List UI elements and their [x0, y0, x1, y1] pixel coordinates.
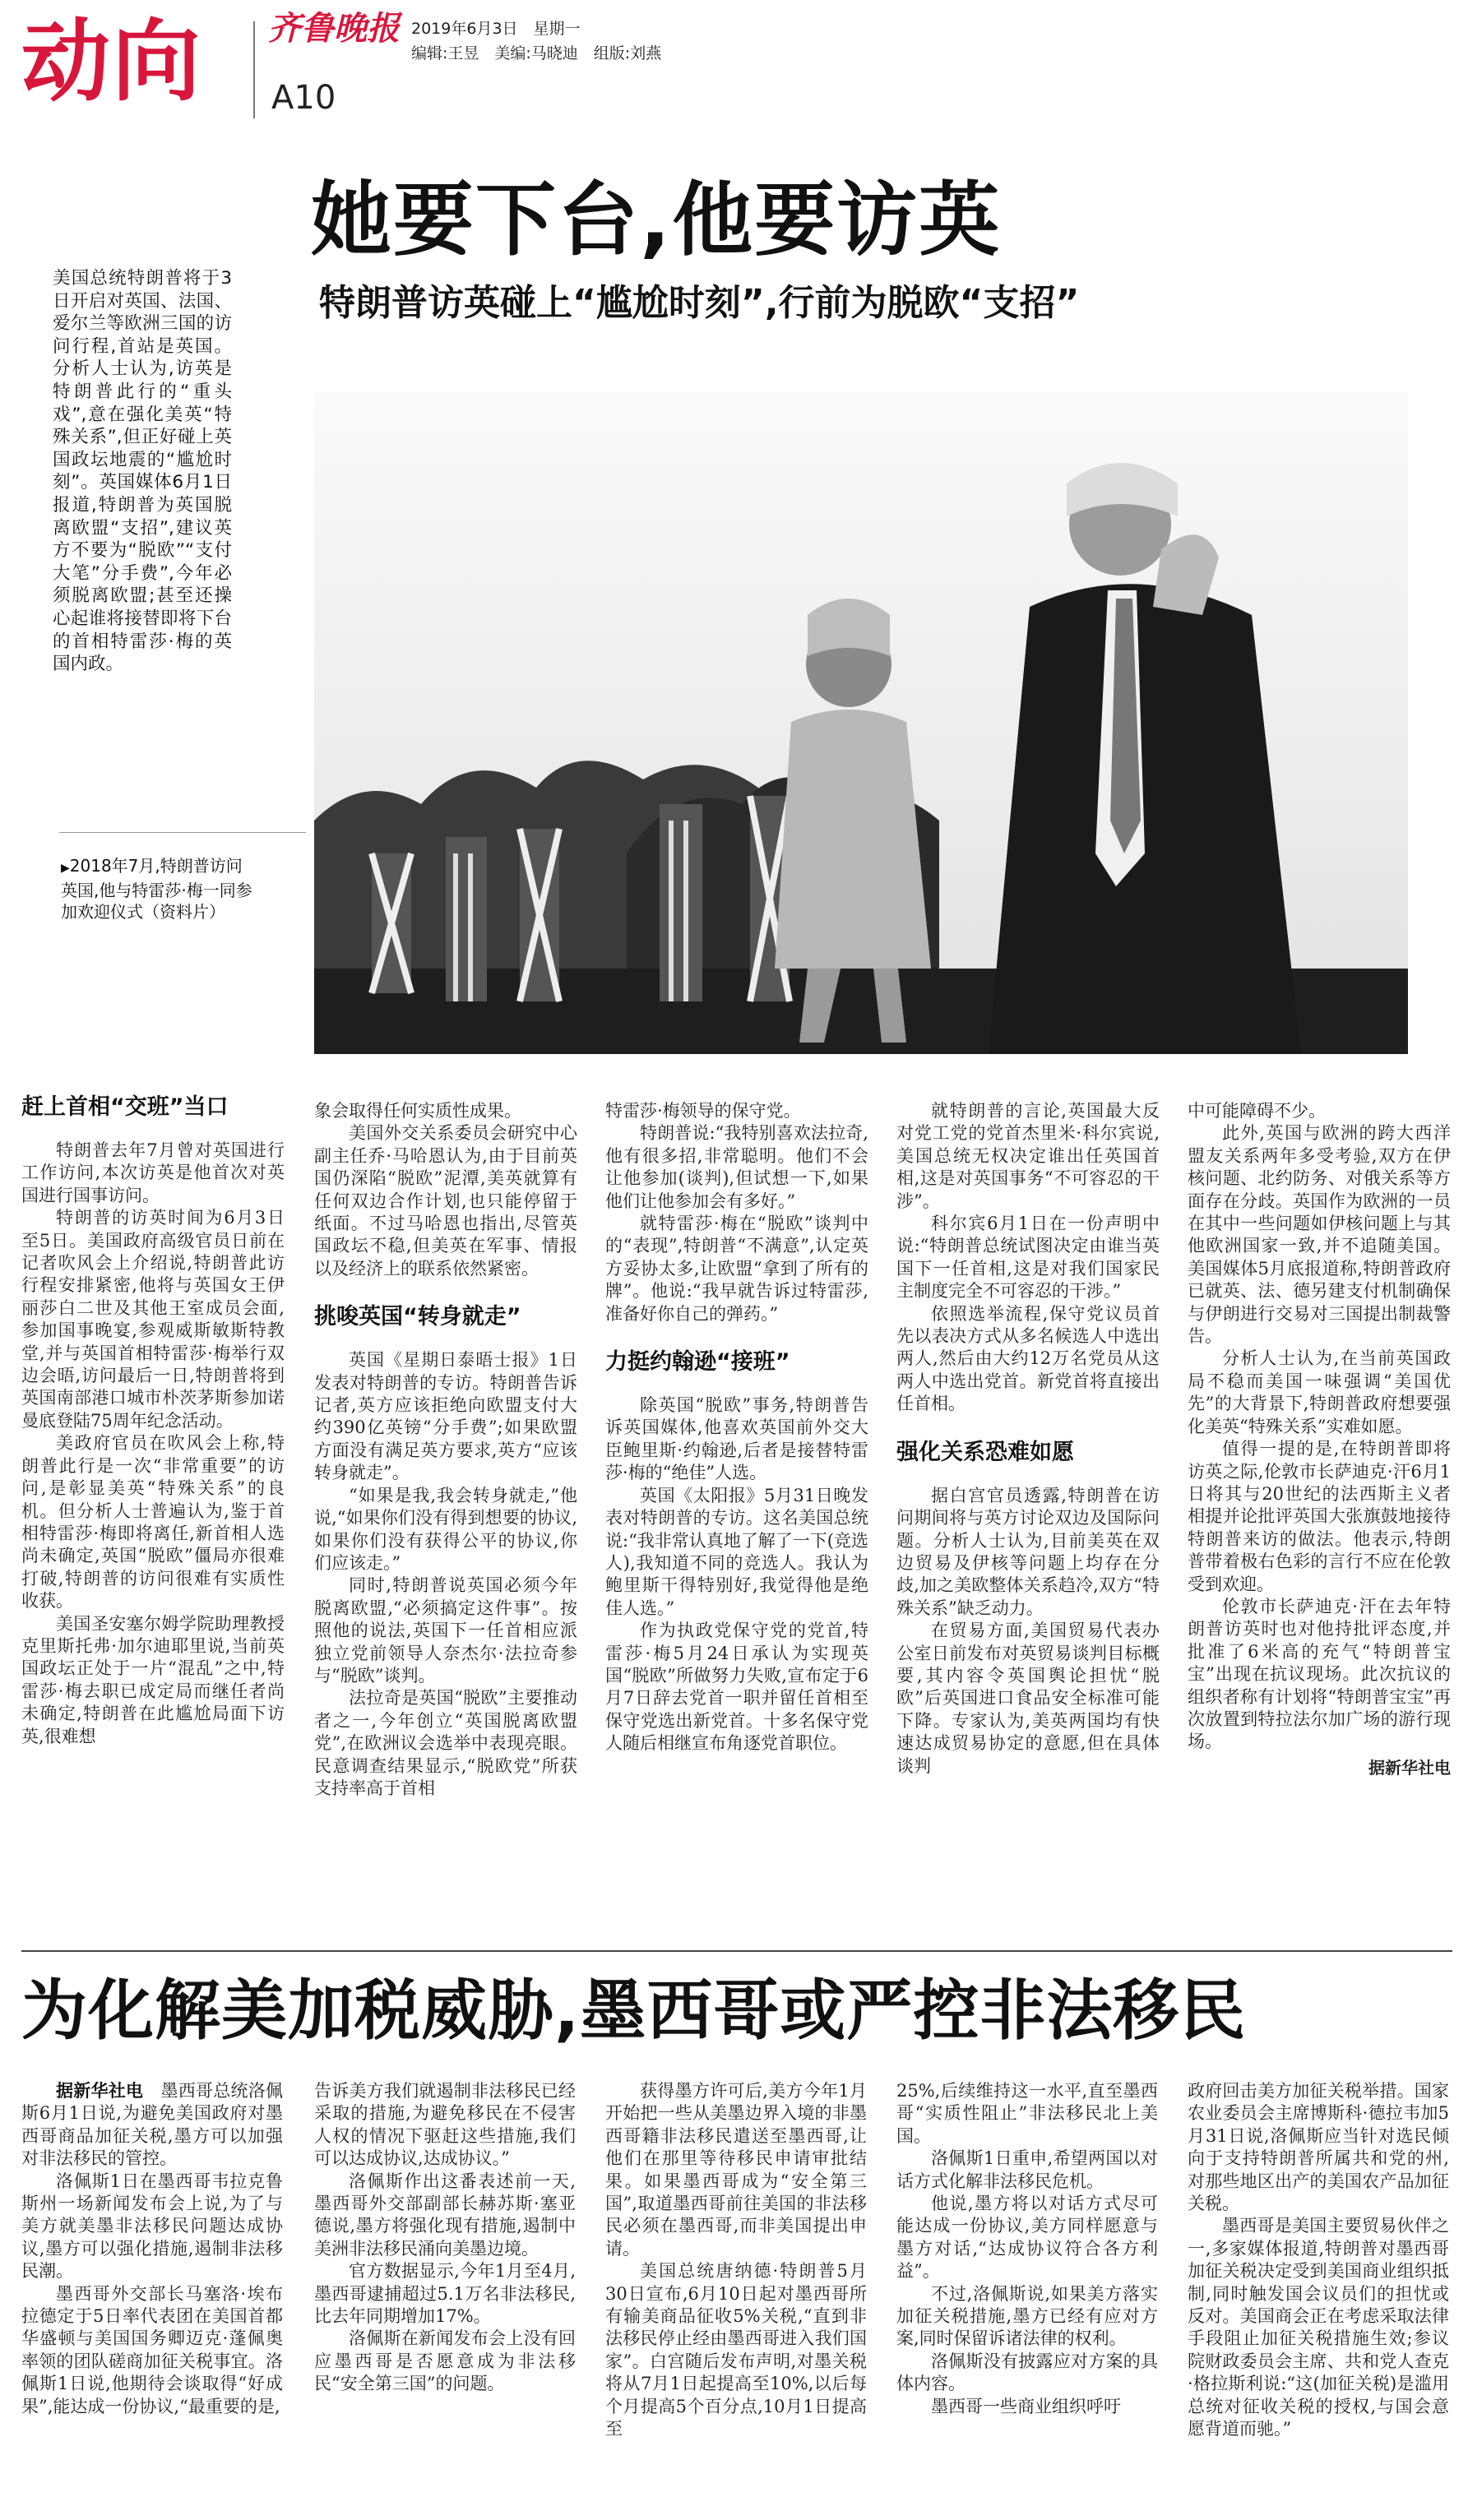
- photo-caption-text: 2018年7月,特朗普访问英国,他与特雷莎·梅一同参加欢迎仪式（资料片）: [61, 856, 252, 922]
- story1-column-3: [605, 1100, 868, 1755]
- story1-column-1: [21, 1094, 285, 1748]
- section-heading: 赶上首相“交班”当口: [21, 1094, 229, 1120]
- paragraph: 洛佩斯1日在墨西哥韦拉克鲁斯州一场新闻发布会上说,为了与美方就美墨非法移民问题达成协议,墨方可以强化措施,遏制非法移民潮。: [21, 2171, 283, 2282]
- paragraph: 象会取得任何实质性成果。: [314, 1101, 521, 1121]
- section-heading: 强化关系恐难如愿: [896, 1439, 1074, 1465]
- source-signature: 据新华社电: [1368, 1757, 1451, 1778]
- paragraph: 法拉奇是英国“脱欧”主要推动者之一,今年创立“英国脱离欧盟党”,在欧洲议会选举中表现亮眼。民意调查结果显示,“脱欧党”所获支持率高于首相: [314, 1688, 577, 1798]
- editors-credit: 编辑:王昱 美编:马晓迪 组版:刘燕: [411, 44, 662, 62]
- story2-column-3: [605, 2080, 867, 2441]
- paragraph: 他说,墨方将以对话方式尽可能达成一份协议,美方同样愿意与墨方对话,“达成协议符合各方利益”。: [896, 2194, 1158, 2282]
- paragraph: 据白宫官员透露,特朗普在访问期间将与英方讨论双边及国际问题。分析人士认为,目前美英在双边贸易及伊核等问题上均存在分歧,加之美欧整体关系趋冷,双方“特殊关系”缺乏动力。: [896, 1485, 1160, 1618]
- story1-column-4: [896, 1100, 1160, 1778]
- story2-column-2: [314, 2080, 576, 2396]
- photo-caption: [61, 855, 258, 923]
- paragraph: 美政府官员在吹风会上称,特朗普此行是一次“非常重要”的访问,是彰显美英“特殊关系”的良机。但分析人士普遍认为,鉴于首相特雷莎·梅即将离任,新首相人选尚未确定,英国“脱欧”僵局亦很难打破,特朗普的访问很难有实质性收获。: [21, 1433, 285, 1611]
- paragraph: 英国《太阳报》5月31日晚发表对特朗普的专访。这名美国总统说:“我非常认真地了解了一下(竞选人),我知道不同的竞选人。我认为鲍里斯干得特别好,我觉得他是绝佳人选。”: [605, 1485, 869, 1618]
- paragraph: 洛佩斯在新闻发布会上没有回应墨西哥是否愿意成为非法移民“安全第三国”的问题。: [314, 2328, 576, 2394]
- paragraph: 作为执政党保守党的党首,特雷莎·梅5月24日承认为实现英国“脱欧”所做努力失败,宣布定于6月7日辞去党首一职并留任首相至保守党选出新党首。十多名保守党人随后相继宣布角逐党首职位。: [605, 1621, 868, 1754]
- paragraph: 此外,英国与欧洲的跨大西洋盟友关系两年多受考验,双方在伊核问题、北约防务、对俄关系等方面存在分歧。英国作为欧洲的一员在其中一些问题如伊核问题上与其他欧洲国家一致,并不追随美国。美国媒体5月底报道称,特朗普政府已就英、法、德另建支付机制确保与伊朗进行交易对三国提出制裁警告。: [1188, 1123, 1451, 1347]
- story1-lead: 美国总统特朗普将于3日开启对英国、法国、爱尔兰等欧洲三国的访问行程,首站是英国。分析人士认为,访英是特朗普此行的“重头戏”,意在强化美英“特殊关系”,但正好碰上英国政坛地震的“尴尬时刻”。英国媒体6月1日报道,特朗普为英国脱离欧盟“支招”,建议英方不要为“脱欧”“支付大笔”分手费”,今年必须脱离欧盟;甚至还操心起谁将接替即将下台的首相特雷莎·梅的英国内政。: [53, 268, 232, 675]
- paragraph: 官方数据显示,今年1月至4月,墨西哥逮捕超过5.1万名非法移民,比去年同期增加17%。: [314, 2261, 576, 2327]
- paragraph: 同时,特朗普说英国必须今年脱离欧盟,“必须搞定这件事”。按照他的说法,英国下一任首相应派独立党前领导人奈杰尔·法拉奇参与“脱欧”谈判。: [314, 1575, 577, 1685]
- issue-date: 2019年6月3日 星期一: [411, 20, 581, 38]
- story2-headline: 为化解美加税威胁,墨西哥或严控非法移民: [21, 1972, 1247, 2049]
- story1-column-5: [1188, 1100, 1451, 1779]
- paragraph: “如果是我,我会转身就走,”他说,“如果你们没有得到想要的协议,如果你们没有获得公平的协议,你们应该走。”: [314, 1485, 577, 1573]
- paragraph: 特朗普去年7月曾对英国进行工作访问,本次访英是他首次对英国进行国事访问。: [21, 1140, 285, 1205]
- paragraph: 墨西哥总统洛佩斯6月1日说,为避免美国政府对墨西哥商品加征关税,墨方可以加强对非法移民的管控。: [21, 2081, 283, 2169]
- news-photo: [314, 393, 1408, 1054]
- paragraph: 政府回击美方加征关税举措。国家农业委员会主席博斯科·德拉韦加5月31日说,洛佩斯应当针对选民倾向于支持特朗普所属共和党的州,对那些地区出产的美国农产品加征关税。: [1188, 2081, 1449, 2214]
- section-title: 动向: [21, 11, 203, 113]
- paragraph: 特朗普说:“我特别喜欢法拉奇,他有很多招,非常聪明。他们不会让他参加(谈判),但试想一下,如果他们让他参加会有多好。”: [605, 1123, 868, 1211]
- caption-marker: ▶: [61, 862, 70, 875]
- caption-divider: [59, 832, 306, 833]
- paragraph: 就特朗普的言论,英国最大反对党工党的党首杰里米·科尔宾说,美国总统无权决定谁出任英国首相,这是对英国事务“不可容忍的干涉”。: [896, 1101, 1160, 1211]
- paragraph: 洛佩斯作出这番表述前一天,墨西哥外交部副部长赫苏斯·塞亚德说,墨方将强化现有措施,遏制中美洲非法移民涌向美墨边境。: [314, 2171, 576, 2259]
- paragraph: 洛佩斯1日重申,希望两国以对话方式化解非法移民危机。: [896, 2148, 1158, 2191]
- paragraph: 特朗普的访英时间为6月3日至5日。美国政府高级官员日前在记者吹风会上介绍说,特朗普此访行程安排紧密,他将与英国女王伊丽莎白二世及其他王室成员会面,参加国事晚宴,参观威斯敏斯特教堂,并与英国首相特雷莎·梅举行双边会晤,访问最后一日,特朗普将到英国南部港口城市朴茨茅斯参加诺曼底登陆75周年纪念活动。: [21, 1208, 285, 1431]
- story2-column-1: [21, 2080, 283, 2418]
- photo-illustration: [314, 393, 1408, 1054]
- paragraph: 伦敦市长萨迪克·汗在去年特朗普访英时也对他持批评态度,并批准了6米高的充气“特朗普宝宝”出现在抗议现场。此次抗议的组织者称有计划将“特朗普宝宝”再次放置到特拉法尔加广场的游行现场。: [1188, 1596, 1451, 1752]
- dateline: 据新华社电: [56, 2081, 144, 2101]
- paragraph: 美国圣安塞尔姆学院助理教授克里斯托弗·加尔迪耶里说,当前英国政坛正处于一片“混乱”之中,特雷莎·梅去职已成定局而继任者尚未确定,特朗普在此尴尬局面下访英,很难想: [21, 1613, 285, 1746]
- story1-column-2: [314, 1100, 577, 1800]
- story-divider: [21, 1950, 1452, 1952]
- paragraph: 中可能障碍不少。: [1188, 1101, 1326, 1121]
- paragraph: 美国外交关系委员会研究中心副主任乔·马哈恩认为,由于目前英国仍深陷“脱欧”泥潭,美英就算有任何双边合作计划,也只能停留于纸面。不过马哈恩也指出,尽管英国政坛不稳,但美英在军事、情报以及经济上的联系依然紧密。: [314, 1123, 577, 1278]
- paragraph: 不过,洛佩斯说,如果美方落实加征关税措施,墨方已经有应对方案,同时保留诉诸法律的权利。: [896, 2283, 1158, 2349]
- paragraph: 告诉美方我们就遏制非法移民已经采取的措施,为避免移民在不侵害人权的情况下驱赶这些措施,我们可以达成协议,达成协议。”: [314, 2081, 576, 2169]
- paragraph: 就特雷莎·梅在“脱欧”谈判中的“表现”,特朗普“不满意”,认定英方妥协太多,让欧盟“拿到了所有的牌”。他说:“我早就告诉过特雷莎,准备好你自己的弹药。”: [605, 1214, 868, 1324]
- paragraph: 依照选举流程,保守党议员首先以表决方式从多名候选人中选出两人,然后由大约12万名党员从这两人中选出党首。新党首将直接出任首相。: [896, 1303, 1160, 1414]
- paragraph: 在贸易方面,美国贸易代表办公室日前发布对英贸易谈判目标概要,其内容令英国舆论担忧“脱欧”后英国进口食品安全标准可能下降。专家认为,美英两国均有快速达成贸易协定的意愿,但在具体谈判: [896, 1621, 1160, 1776]
- paragraph: 特雷莎·梅领导的保守党。: [605, 1101, 801, 1121]
- paragraph: 洛佩斯没有披露应对方案的具体内容。: [896, 2351, 1158, 2394]
- story2-column-4: [896, 2080, 1158, 2418]
- section-heading: 挑唆英国“转身就走”: [314, 1304, 521, 1330]
- paragraph: 墨西哥是美国主要贸易伙伴之一,多家媒体报道,特朗普对墨西哥加征关税决定受到美国商业组织抵制,同时触发国会议员们的担忧或反对。美国商会正在考虑采取法律手段阻止加征关税措施生效;参议院财政委员会主席、共和党人查克·格拉斯利说:“这(加征关税)是滥用总统对征收关税的授权,与国会意愿背道而驰。”: [1188, 2216, 1449, 2439]
- paragraph: 英国《星期日泰晤士报》1日发表对特朗普的专访。特朗普告诉记者,英方应该拒绝向欧盟支付大约390亿英镑“分手费”;如果欧盟方面没有满足英方要求,英方“应该转身就走”。: [314, 1350, 577, 1483]
- paragraph: 值得一提的是,在特朗普即将访英之际,伦敦市长萨迪克·汗6月1日将其与20世纪的法西斯主义者相提并论批评英国大张旗鼓地接待特朗普来访的做法。他表示,特朗普带着极右色彩的言行不应在伦敦受到欢迎。: [1188, 1439, 1451, 1594]
- paragraph: 除英国“脱欧”事务,特朗普告诉英国媒体,他喜欢英国前外交大臣鲍里斯·约翰逊,后者是接替特雷莎·梅的“绝佳”人选。: [605, 1395, 868, 1483]
- paragraph: 墨西哥一些商业组织呼吁: [931, 2396, 1121, 2416]
- paragraph: 获得墨方许可后,美方今年1月开始把一些从美墨边界入境的非墨西哥籍非法移民遣送至墨西哥,让他们在那里等待移民申请审批结果。如果墨西哥成为“安全第三国”,取道墨西哥前往美国的非法移民必须在墨西哥,而非美国提出申请。: [605, 2081, 867, 2259]
- paragraph: 墨西哥外交部长马塞洛·埃布拉德定于5日率代表团在美国首都华盛顿与美国国务卿迈克·蓬佩奥率领的团队磋商加征关税事宜。洛佩斯1日说,他期待会谈取得“好成果”,能达成一份协议,“最重要的是,: [21, 2283, 283, 2416]
- section-heading: 力挺约翰逊“接班”: [605, 1349, 790, 1376]
- paragraph: 科尔宾6月1日在一份声明中说:“特朗普总统试图决定由谁当英国下一任首相,这是对我们国家民主制度完全不可容忍的干涉。”: [896, 1214, 1160, 1302]
- paragraph: 美国总统唐纳德·特朗普5月30日宣布,6月10日起对墨西哥所有输美商品征收5%关税,“直到非法移民停止经由墨西哥进入我们国家”。白宫随后发布声明,对墨关税将从7月1日起提高至10%,以后每个月提高5个百分点,10月1日提高至: [605, 2261, 867, 2439]
- masthead-divider: [253, 21, 255, 118]
- page-number: A10: [271, 79, 336, 117]
- paragraph: 25%,后续维持这一水平,直至墨西哥“实质性阻止”非法移民北上美国。: [896, 2081, 1158, 2146]
- newspaper-logo: 齐鲁晚报: [268, 9, 400, 48]
- story1-headline: 她要下台,他要访英: [311, 173, 1002, 267]
- story1-subheadline: 特朗普访英碰上“尴尬时刻”,行前为脱欧“支招”: [319, 282, 1080, 324]
- paragraph: 分析人士认为,在当前英国政局不稳而美国一味强调“美国优先”的大背景下,特朗普政府想要强化美英“特殊关系”实难如愿。: [1188, 1348, 1451, 1436]
- story2-column-5: [1188, 2080, 1449, 2441]
